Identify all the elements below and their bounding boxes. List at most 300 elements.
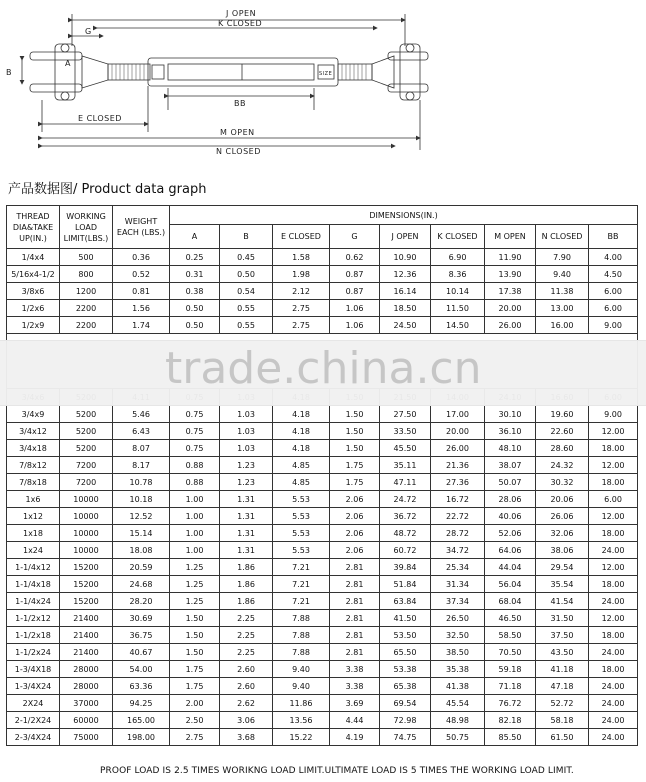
thread-cell: 1x12: [7, 508, 60, 525]
table-cell: 28.60: [536, 440, 589, 457]
table-cell: 4.18: [273, 406, 330, 423]
table-cell: 24.00: [589, 678, 638, 695]
table-cell: 6.43: [113, 423, 170, 440]
table-cell: 0.88: [170, 457, 220, 474]
table-cell: 11.50: [431, 300, 485, 317]
table-cell: 72.98: [380, 712, 431, 729]
table-cell: 24.00: [589, 712, 638, 729]
table-cell: 3.38: [330, 678, 380, 695]
table-cell: 1.25: [170, 576, 220, 593]
table-cell: 50.75: [431, 729, 485, 746]
table-cell: 15200: [60, 593, 113, 610]
table-row: [7, 249, 638, 266]
col-g: G: [330, 225, 380, 249]
table-cell: 0.36: [113, 249, 170, 266]
table-cell: 11.86: [273, 695, 330, 712]
g-label: G: [85, 27, 92, 36]
table-cell: 14.50: [431, 317, 485, 334]
table-cell: 1.25: [170, 559, 220, 576]
table-row: [7, 300, 638, 317]
table-cell: 20.59: [113, 559, 170, 576]
table-cell: 1.31: [220, 525, 273, 542]
table-cell: 21400: [60, 627, 113, 644]
size-label: SIZE: [319, 71, 333, 77]
table-cell: 63.36: [113, 678, 170, 695]
table-cell: 7.88: [273, 610, 330, 627]
table-cell: 4.44: [330, 712, 380, 729]
table-cell: 2.81: [330, 627, 380, 644]
table-cell: 0.81: [113, 283, 170, 300]
table-cell: 4.18: [273, 423, 330, 440]
table-cell: 74.75: [380, 729, 431, 746]
table-cell: 18.50: [380, 300, 431, 317]
table-cell: 3.38: [330, 661, 380, 678]
table-cell: 28000: [60, 678, 113, 695]
table-cell: 64.06: [485, 542, 536, 559]
table-cell: 41.50: [380, 610, 431, 627]
table-cell: 38.07: [485, 457, 536, 474]
table-cell: 2.75: [170, 729, 220, 746]
table-cell: 7.88: [273, 627, 330, 644]
table-cell: 2.50: [170, 712, 220, 729]
table-cell: 40.67: [113, 644, 170, 661]
table-cell: 0.45: [220, 249, 273, 266]
col-e-closed: E CLOSED: [273, 225, 330, 249]
col-j-open: J OPEN: [380, 225, 431, 249]
table-cell: 12.00: [589, 610, 638, 627]
table-cell: 16.72: [431, 491, 485, 508]
table-cell: 35.54: [536, 576, 589, 593]
table-cell: 18.08: [113, 542, 170, 559]
table-cell: 3.68: [220, 729, 273, 746]
table-cell: 12.00: [589, 457, 638, 474]
table-cell: 1.23: [220, 457, 273, 474]
table-cell: 82.18: [485, 712, 536, 729]
table-cell: 7.88: [273, 644, 330, 661]
table-cell: 21.36: [431, 457, 485, 474]
table-cell: 10.14: [431, 283, 485, 300]
thread-cell: 7/8x18: [7, 474, 60, 491]
table-cell: 1.03: [220, 423, 273, 440]
table-cell: 10000: [60, 491, 113, 508]
table-cell: 11.38: [536, 283, 589, 300]
table-cell: 65.50: [380, 644, 431, 661]
table-cell: 0.50: [170, 300, 220, 317]
table-cell: 28.06: [485, 491, 536, 508]
j-open-label: J OPEN: [226, 9, 257, 18]
product-data-table: [6, 205, 638, 746]
table-cell: 69.54: [380, 695, 431, 712]
n-closed-label: N CLOSED: [216, 147, 261, 156]
table-cell: 2.81: [330, 576, 380, 593]
table-cell: 24.00: [589, 593, 638, 610]
table-cell: 1.98: [273, 266, 330, 283]
footer-note: PROOF LOAD IS 2.5 TIMES WORIKNG LOAD LIMIT.ULTIMATE LOAD IS 5 TIMES THE WORKING LOAD LIMIT.: [100, 766, 574, 776]
table-cell: 34.72: [431, 542, 485, 559]
table-row: [7, 695, 638, 712]
table-cell: 1.86: [220, 593, 273, 610]
table-cell: 5.53: [273, 542, 330, 559]
table-cell: 1200: [60, 283, 113, 300]
table-cell: 1.06: [330, 300, 380, 317]
table-cell: 18.00: [589, 661, 638, 678]
table-cell: 60.72: [380, 542, 431, 559]
table-cell: 71.18: [485, 678, 536, 695]
thread-cell: 2-3/4X24: [7, 729, 60, 746]
table-cell: 10.78: [113, 474, 170, 491]
table-body-top: [7, 249, 638, 334]
table-cell: 52.06: [485, 525, 536, 542]
table-cell: 0.50: [220, 266, 273, 283]
table-cell: 2.00: [170, 695, 220, 712]
table-cell: 37.34: [431, 593, 485, 610]
table-cell: 9.40: [536, 266, 589, 283]
table-cell: 48.98: [431, 712, 485, 729]
table-cell: 35.11: [380, 457, 431, 474]
table-cell: 13.56: [273, 712, 330, 729]
table-cell: 38.50: [431, 644, 485, 661]
table-row: [7, 423, 638, 440]
table-cell: 39.84: [380, 559, 431, 576]
table-cell: 2.06: [330, 542, 380, 559]
table-cell: 12.52: [113, 508, 170, 525]
table-cell: 24.50: [380, 317, 431, 334]
thread-cell: 1-3/4X18: [7, 661, 60, 678]
table-cell: 1.50: [170, 627, 220, 644]
table-cell: 0.50: [170, 317, 220, 334]
table-cell: 0.75: [170, 406, 220, 423]
col-thread: THREAD DIA&TAKE UP(IN.): [7, 206, 60, 249]
table-cell: 35.38: [431, 661, 485, 678]
table-cell: 24.32: [536, 457, 589, 474]
table-body-bottom: [7, 389, 638, 746]
table-cell: 1.50: [330, 440, 380, 457]
table-cell: 2.12: [273, 283, 330, 300]
table-cell: 1.50: [170, 644, 220, 661]
b-label: B: [6, 68, 12, 77]
col-working-load: WORKING LOAD LIMIT(LBS.): [60, 206, 113, 249]
table-cell: 1.56: [113, 300, 170, 317]
table-cell: 20.00: [431, 423, 485, 440]
table-cell: 25.34: [431, 559, 485, 576]
table-cell: 13.90: [485, 266, 536, 283]
table-cell: 24.00: [589, 644, 638, 661]
table-row: [7, 474, 638, 491]
table-cell: 46.50: [485, 610, 536, 627]
table-cell: 41.54: [536, 593, 589, 610]
table-cell: 37000: [60, 695, 113, 712]
table-cell: 1.75: [330, 457, 380, 474]
table-row: [7, 610, 638, 627]
table-row: [7, 266, 638, 283]
table-cell: 18.00: [589, 525, 638, 542]
table-cell: 7.21: [273, 576, 330, 593]
table-row: [7, 627, 638, 644]
table-cell: 1.58: [273, 249, 330, 266]
col-bb: BB: [589, 225, 638, 249]
table-cell: 60000: [60, 712, 113, 729]
thread-cell: 1-1/4x18: [7, 576, 60, 593]
table-cell: 5200: [60, 423, 113, 440]
watermark: trade.china.cn: [165, 343, 482, 394]
col-weight: WEIGHT EACH (LBS.): [113, 206, 170, 249]
table-cell: 0.38: [170, 283, 220, 300]
table-cell: 0.87: [330, 266, 380, 283]
table-cell: 2.75: [273, 317, 330, 334]
table-cell: 15.14: [113, 525, 170, 542]
table-cell: 0.31: [170, 266, 220, 283]
table-cell: 21400: [60, 644, 113, 661]
thread-cell: 1x24: [7, 542, 60, 559]
table-cell: 38.06: [536, 542, 589, 559]
table-cell: 12.36: [380, 266, 431, 283]
table-cell: 30.32: [536, 474, 589, 491]
table-cell: 10000: [60, 542, 113, 559]
col-dimensions: DIMENSIONS(IN.): [170, 206, 638, 225]
table-cell: 7.21: [273, 593, 330, 610]
table-cell: 4.50: [589, 266, 638, 283]
table-cell: 1.86: [220, 559, 273, 576]
table-row: [7, 491, 638, 508]
table-cell: 9.00: [589, 406, 638, 423]
table-cell: 22.72: [431, 508, 485, 525]
table-cell: 1.03: [220, 406, 273, 423]
table-cell: 63.84: [380, 593, 431, 610]
table-cell: 0.75: [170, 423, 220, 440]
thread-cell: 2-1/2X24: [7, 712, 60, 729]
table-cell: 19.60: [536, 406, 589, 423]
table-cell: 10000: [60, 508, 113, 525]
thread-cell: 1-1/2x12: [7, 610, 60, 627]
table-cell: 2200: [60, 317, 113, 334]
table-cell: 0.52: [113, 266, 170, 283]
table-cell: 2.81: [330, 593, 380, 610]
table-cell: 50.07: [485, 474, 536, 491]
table-cell: 47.18: [536, 678, 589, 695]
table-cell: 26.50: [431, 610, 485, 627]
table-row: [7, 508, 638, 525]
table-cell: 1.75: [170, 661, 220, 678]
table-cell: 2.75: [273, 300, 330, 317]
table-cell: 7200: [60, 457, 113, 474]
table-row: [7, 559, 638, 576]
table-cell: 13.00: [536, 300, 589, 317]
table-row: [7, 661, 638, 678]
table-row: [7, 283, 638, 300]
table-cell: 1.23: [220, 474, 273, 491]
table-cell: 37.50: [536, 627, 589, 644]
table-cell: 24.00: [589, 542, 638, 559]
table-cell: 15200: [60, 559, 113, 576]
table-cell: 31.50: [536, 610, 589, 627]
thread-cell: 1/2x6: [7, 300, 60, 317]
table-cell: 65.38: [380, 678, 431, 695]
table-cell: 1.25: [170, 593, 220, 610]
table-cell: 8.17: [113, 457, 170, 474]
table-cell: 26.00: [431, 440, 485, 457]
table-cell: 24.72: [380, 491, 431, 508]
table-cell: 6.00: [589, 283, 638, 300]
thread-cell: 3/4x18: [7, 440, 60, 457]
table-cell: 8.36: [431, 266, 485, 283]
table-cell: 41.18: [536, 661, 589, 678]
table-cell: 165.00: [113, 712, 170, 729]
table-cell: 59.18: [485, 661, 536, 678]
table-cell: 36.75: [113, 627, 170, 644]
col-b: B: [220, 225, 273, 249]
col-n-closed: N CLOSED: [536, 225, 589, 249]
table-cell: 28000: [60, 661, 113, 678]
table-row: [7, 542, 638, 559]
table-cell: 800: [60, 266, 113, 283]
table-row: [7, 678, 638, 695]
thread-cell: 3/4x9: [7, 406, 60, 423]
table-cell: 0.87: [330, 283, 380, 300]
thread-cell: 1-1/2x18: [7, 627, 60, 644]
table-cell: 5.53: [273, 525, 330, 542]
e-closed-label: E CLOSED: [78, 114, 122, 123]
table-cell: 1.31: [220, 542, 273, 559]
table-cell: 75000: [60, 729, 113, 746]
table-cell: 58.50: [485, 627, 536, 644]
table-row: [7, 317, 638, 334]
col-k-closed: K CLOSED: [431, 225, 485, 249]
table-cell: 28.20: [113, 593, 170, 610]
table-cell: 2.60: [220, 678, 273, 695]
table-cell: 1.00: [170, 542, 220, 559]
table-cell: 41.38: [431, 678, 485, 695]
table-cell: 45.50: [380, 440, 431, 457]
table-cell: 1.00: [170, 508, 220, 525]
table-row: [7, 576, 638, 593]
table-cell: 5200: [60, 406, 113, 423]
table-cell: 70.50: [485, 644, 536, 661]
table-cell: 4.19: [330, 729, 380, 746]
table-row: [7, 440, 638, 457]
table-cell: 54.00: [113, 661, 170, 678]
table-cell: 0.54: [220, 283, 273, 300]
turnbuckle-diagram: [0, 0, 646, 170]
table-cell: 58.18: [536, 712, 589, 729]
table-cell: 18.00: [589, 627, 638, 644]
table-cell: 6.00: [589, 491, 638, 508]
table-cell: 9.00: [589, 317, 638, 334]
table-cell: 2.06: [330, 525, 380, 542]
table-row: [7, 729, 638, 746]
table-row: [7, 712, 638, 729]
table-cell: 0.75: [170, 440, 220, 457]
table-cell: 16.00: [536, 317, 589, 334]
thread-cell: 3/4x12: [7, 423, 60, 440]
table-cell: 85.50: [485, 729, 536, 746]
thread-cell: 1x6: [7, 491, 60, 508]
table-cell: 15200: [60, 576, 113, 593]
table-cell: 2.81: [330, 610, 380, 627]
section-heading: [8, 178, 206, 197]
table-row: [7, 644, 638, 661]
table-cell: 18.00: [589, 576, 638, 593]
table-cell: 0.25: [170, 249, 220, 266]
table-cell: 18.00: [589, 440, 638, 457]
table-cell: 4.00: [589, 249, 638, 266]
table-cell: 0.88: [170, 474, 220, 491]
table-cell: 12.00: [589, 508, 638, 525]
table-cell: 8.07: [113, 440, 170, 457]
table-cell: 27.50: [380, 406, 431, 423]
table-cell: 2.81: [330, 559, 380, 576]
table-cell: 2.06: [330, 491, 380, 508]
m-open-label: M OPEN: [220, 128, 255, 137]
table-row: [7, 525, 638, 542]
table-cell: 53.38: [380, 661, 431, 678]
table-cell: 11.90: [485, 249, 536, 266]
table-cell: 1.06: [330, 317, 380, 334]
table-cell: 32.06: [536, 525, 589, 542]
table-cell: 2.81: [330, 644, 380, 661]
table-cell: 0.55: [220, 317, 273, 334]
thread-cell: 3/8x6: [7, 283, 60, 300]
table-cell: 43.50: [536, 644, 589, 661]
thread-cell: 1x18: [7, 525, 60, 542]
thread-cell: 2X24: [7, 695, 60, 712]
table-cell: 68.04: [485, 593, 536, 610]
thread-cell: 1/2x9: [7, 317, 60, 334]
heading-english: Product data graph: [77, 182, 207, 197]
table-cell: 2.25: [220, 627, 273, 644]
table-cell: 17.00: [431, 406, 485, 423]
table-cell: 48.72: [380, 525, 431, 542]
table-cell: 7200: [60, 474, 113, 491]
table-cell: 12.00: [589, 559, 638, 576]
table-cell: 36.10: [485, 423, 536, 440]
table-cell: 5200: [60, 440, 113, 457]
table-cell: 4.85: [273, 474, 330, 491]
table-cell: 2.06: [330, 508, 380, 525]
table-cell: 21400: [60, 610, 113, 627]
table-cell: 198.00: [113, 729, 170, 746]
table-cell: 2.60: [220, 661, 273, 678]
table-cell: 1.00: [170, 525, 220, 542]
table-cell: 9.40: [273, 678, 330, 695]
bb-label: BB: [234, 99, 246, 108]
table-cell: 2.25: [220, 644, 273, 661]
table-cell: 24.00: [589, 729, 638, 746]
table-cell: 5.53: [273, 491, 330, 508]
table-cell: 3.69: [330, 695, 380, 712]
table-cell: 27.36: [431, 474, 485, 491]
table-cell: 29.54: [536, 559, 589, 576]
table-cell: 1.31: [220, 508, 273, 525]
table-cell: 10.18: [113, 491, 170, 508]
table-cell: 45.54: [431, 695, 485, 712]
table-cell: 24.00: [589, 695, 638, 712]
a-label: A: [65, 59, 71, 68]
table-cell: 16.14: [380, 283, 431, 300]
table-cell: 4.18: [273, 440, 330, 457]
table-cell: 6.00: [589, 300, 638, 317]
table-cell: 47.11: [380, 474, 431, 491]
k-closed-label: K CLOSED: [218, 19, 263, 28]
turnbuckle-drawing: [0, 0, 646, 170]
table-cell: 51.84: [380, 576, 431, 593]
table-cell: 5.53: [273, 508, 330, 525]
table-cell: 7.90: [536, 249, 589, 266]
table-cell: 1.03: [220, 440, 273, 457]
table-cell: 5.46: [113, 406, 170, 423]
table-cell: 20.00: [485, 300, 536, 317]
table-cell: 1.74: [113, 317, 170, 334]
thread-cell: 5/16x4-1/2: [7, 266, 60, 283]
